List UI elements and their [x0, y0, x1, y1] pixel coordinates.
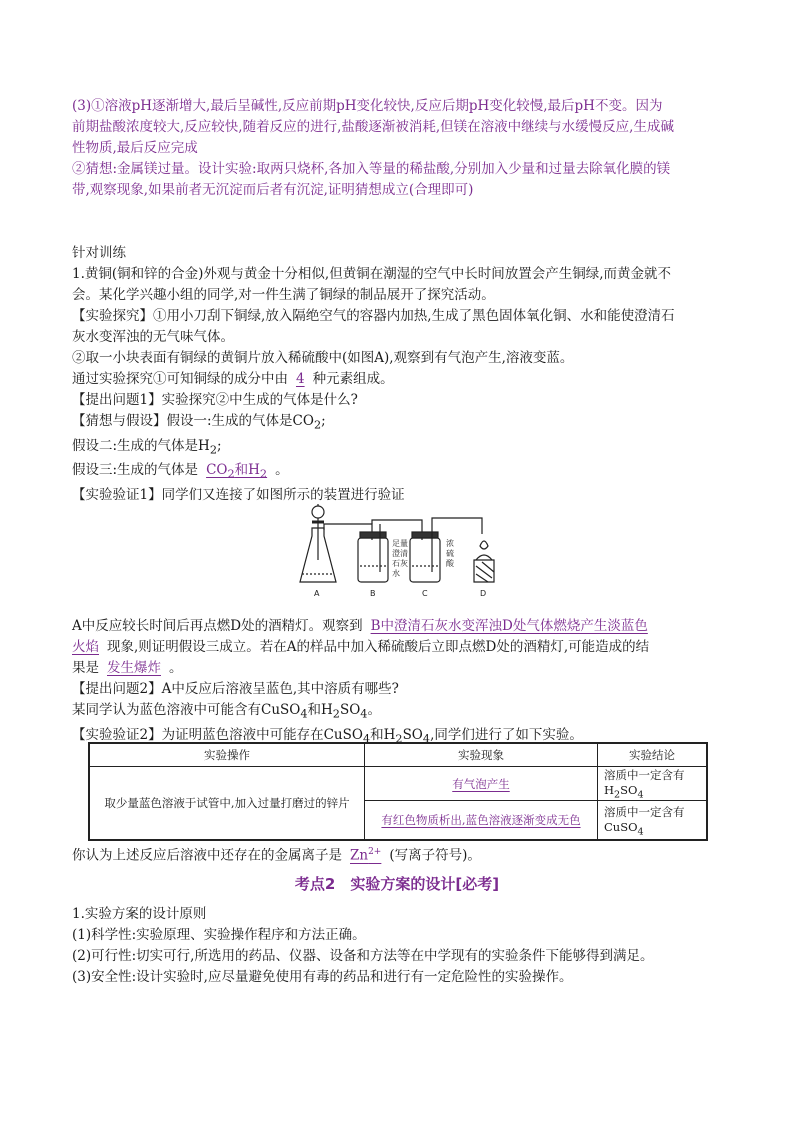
- note-c: 酸: [446, 559, 454, 568]
- ion-section: [72, 842, 724, 867]
- note-b: 足量: [392, 539, 408, 548]
- note-c: 浓: [446, 539, 454, 548]
- training-section: [72, 243, 724, 506]
- principle-item: (1)科学性:实验原理、实验操作程序和方法正确。: [72, 927, 366, 943]
- bottle-c: [410, 538, 440, 582]
- answer-blank: $CO_2$和$H_2$: [206, 462, 268, 482]
- note-c: 硫: [446, 549, 454, 558]
- table-cell-phenomenon: 有红色物质析出,蓝色溶液逐渐变成无色: [365, 801, 598, 841]
- label-b: B: [370, 589, 376, 598]
- experiment-text: 【实验探究】①用小刀刮下铜绿,放入隔绝空气的容器内加热,生成了黑色固体氧化铜、水和能使澄清石: [72, 308, 675, 324]
- experiment-text: 灰水变浑浊的无气味气体。: [72, 329, 234, 345]
- ion-line: 你认为上述反应后溶液中还存在的金属离子是 $Zn^{2+}$ (写离子符号)。: [72, 842, 724, 867]
- answer-line: 性物质,最后反应完成: [72, 140, 198, 156]
- table-header: 实验结论: [598, 743, 708, 767]
- conclusion-line: 通过实验探究①可知铜绿的成分中由 4 种元素组成。: [72, 369, 724, 390]
- table-cell-phenomenon: 有气泡产生: [365, 767, 598, 801]
- question-line: 【提出问题2】A中反应后溶液呈蓝色,其中溶质有哪些?: [72, 681, 399, 697]
- table-header: 实验现象: [365, 743, 598, 767]
- observation-line: 火焰 现象,则证明假设三成立。若在A的样品中加入稀硫酸后立即点燃D处的酒精灯,可能造成的结: [72, 639, 650, 655]
- observation-line: A中反应较长时间后再点燃D处的酒精灯。观察到 B中澄清石灰水变浑浊D处气体燃烧产生淡蓝色: [72, 618, 648, 634]
- verify-line: 【实验验证1】同学们又连接了如图所示的装置进行验证: [72, 487, 405, 504]
- question-text: 会。某化学兴趣小组的同学,对一件生满了铜绿的制品展开了探究活动。: [72, 287, 495, 303]
- table-header: 实验操作: [89, 743, 365, 767]
- label-d: D: [480, 589, 487, 598]
- answer-blank: 4: [296, 371, 305, 387]
- table-cell-conclusion: 溶质中一定含有$H_2SO_4$: [598, 767, 708, 801]
- answer-blank: B中澄清石灰水变浑浊D处气体燃烧产生淡蓝色: [370, 618, 648, 634]
- answer-blank: 火焰: [72, 639, 99, 655]
- principle-item: (3)安全性:设计实验时,应尽量避免使用有毒的药品和进行有一定危险性的实验操作。: [72, 969, 573, 985]
- label-a: A: [314, 589, 320, 598]
- experiment-table: [88, 742, 708, 841]
- note-b: 石灰: [392, 559, 408, 568]
- label-c: C: [422, 589, 428, 598]
- note-b: 水: [392, 569, 400, 578]
- verify-line: 【实验验证2】为证明蓝色溶液中可能存在CuSO$_4$和$H_2SO_4$,同学们进行了如下实验。: [72, 726, 583, 746]
- hypothesis-line: 假设三:生成的气体是 $CO_2$和$H_2$ 。: [72, 460, 724, 485]
- table-header-row: [89, 743, 707, 767]
- answer-line: 前期盐酸浓度较大,反应较快,随着反应的进行,盐酸逐渐被消耗,但镁在溶液中继续与水缓慢反应,生成碱: [72, 119, 674, 135]
- training-heading: 针对训练: [72, 245, 126, 261]
- hypothesis-line: 【猜想与假设】假设一:生成的气体是$CO_2$;: [72, 413, 326, 432]
- answer-blank: 发生爆炸: [107, 660, 161, 676]
- bottle-b: [358, 538, 388, 582]
- principle-item: (2)可行性:切实可行,所选用的药品、仪器、设备和方法等在中学现有的实验条件下能够得到满足。: [72, 948, 654, 964]
- hypothesis-line: 假设二:生成的气体是$H_2$;: [72, 437, 222, 457]
- answer-line: (3)①溶液pH逐渐增大,最后呈碱性,反应前期pH变化较快,反应后期pH变化较慢,最后pH不变。因为: [72, 98, 663, 114]
- section-title: 考点2 实验方案的设计[必考]: [294, 875, 500, 893]
- observation-line: 果是 发生爆炸 。: [72, 658, 724, 679]
- answer-line: ②猜想:金属镁过量。设计实验:取两只烧杯,各加入等量的稀盐酸,分别加入少量和过量去除氧化膜的镁: [72, 161, 671, 177]
- question-line: 【提出问题1】实验探究②中生成的气体是什么?: [72, 392, 358, 408]
- table-cell-conclusion: 溶质中一定含有CuSO$_4$: [598, 801, 708, 841]
- apparatus-figure: [292, 500, 532, 612]
- experiment-text: ②取一小块表面有铜绿的黄铜片放入稀硫酸中(如图A),观察到有气泡产生,溶液变蓝。: [72, 350, 574, 366]
- note-b: 澄清: [392, 549, 408, 558]
- answer-line: 带,观察现象,如果前者无沉淀而后者有沉淀,证明猜想成立(合理即可): [72, 182, 474, 198]
- principles-title: 1.实验方案的设计原则: [72, 906, 207, 922]
- question-text: 1.黄铜(铜和锌的合金)外观与黄金十分相似,但黄铜在潮湿的空气中长时间放置会产生铜绿,而黄金就不: [72, 266, 671, 282]
- table-row: [89, 767, 707, 801]
- answer-blank: $Zn^{2+}$: [350, 847, 382, 864]
- guess-line: 某同学认为蓝色溶液中可能含有CuSO$_4$和$H_2SO_4$。: [72, 702, 381, 721]
- answer-part3: [72, 96, 724, 201]
- principles-section: [72, 904, 724, 988]
- observation-section: [72, 616, 724, 749]
- table-cell-operation: 取少量蓝色溶液于试管中,加入过量打磨过的锌片: [89, 767, 365, 841]
